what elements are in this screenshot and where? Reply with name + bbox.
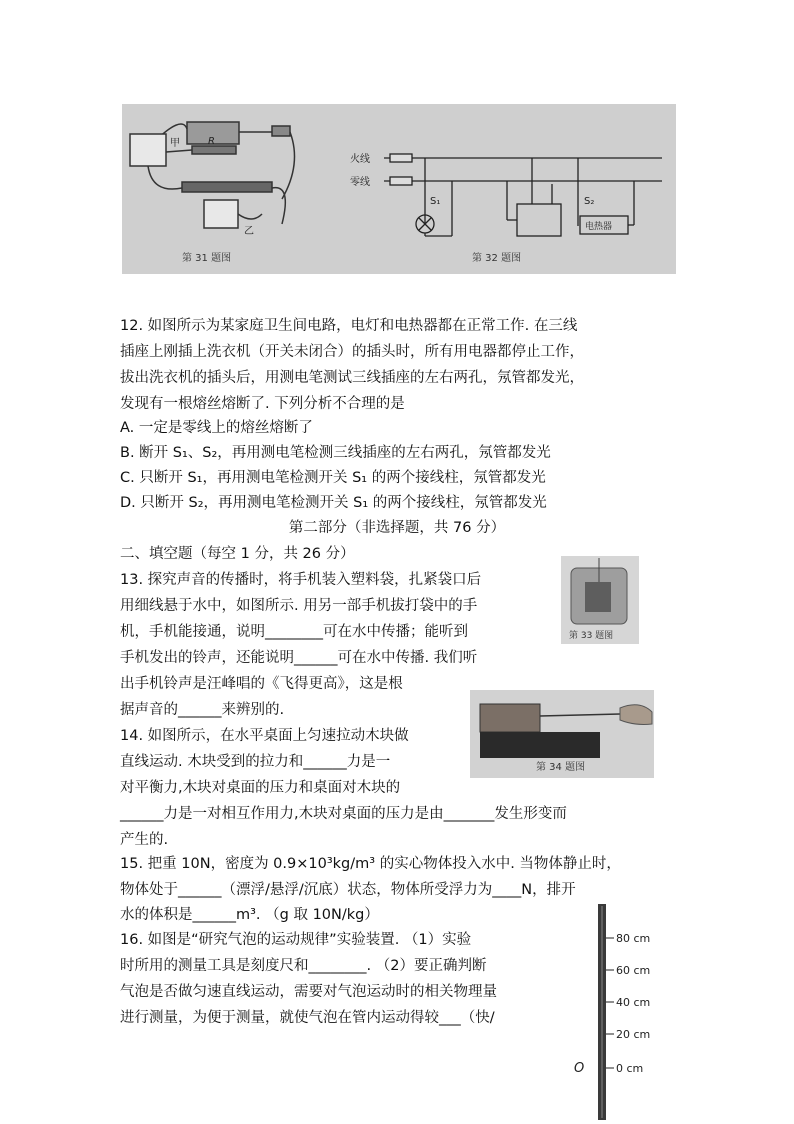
- q13-line-3: 机，手机能接通，说明________可在水中传播；能听到: [120, 624, 468, 640]
- q15-line-1: 15. 把重 10N，密度为 0.9×10³kg/m³ 的实心物体投入水中. 当物体静止时，: [120, 856, 621, 872]
- q13-line-4: 手机发出的铃声，还能说明______可在水中传播. 我们听: [120, 650, 478, 666]
- ruler-mark-40: 40 cm: [616, 996, 651, 1009]
- fig31-caption: 第 31 题图: [182, 253, 232, 264]
- section2-title: 二、填空题（每空 1 分，共 26 分）: [120, 546, 355, 562]
- q12-option-b: B. 断开 S₁、S₂，再用测电笔检测三线插座的左右两孔，氖管都发光: [120, 445, 551, 461]
- fig31-label-yi: 乙: [244, 226, 254, 237]
- ruler-mark-80: 80 cm: [616, 932, 651, 945]
- q13-line-6: 据声音的______来辨别的.: [120, 702, 285, 718]
- q16-line-1: 16. 如图是“研究气泡的运动规律”实验装置. （1）实验: [120, 932, 472, 948]
- fig32-label-s2: S₂: [584, 196, 595, 207]
- q12-line-2: 插座上刚插上洗衣机（开关未闭合）的插头时，所有用电器都停止工作，: [120, 344, 584, 360]
- q14-line-3: 对平衡力,木块对桌面的压力和桌面对木块的: [120, 780, 401, 796]
- ruler-mark-0: 0 cm: [616, 1062, 644, 1075]
- q12-option-a: A. 一定是零线上的熔丝熔断了: [120, 420, 313, 436]
- q12-line-3: 拔出洗衣机的插头后，用测电笔测试三线插座的左右两孔，氖管都发光，: [120, 370, 584, 386]
- fig33-caption: 第 33 题图: [569, 631, 614, 641]
- circuit-diagrams: [122, 104, 676, 274]
- q13-line-5: 出手机铃声是汪峰唱的《飞得更高》，这是根: [120, 676, 403, 692]
- fig32-label-neutral: 零线: [350, 177, 370, 188]
- q15-line-3: 水的体积是______m³. （g 取 10N/kg）: [120, 907, 379, 923]
- bubble-tube-figure: [568, 904, 668, 1120]
- figure-33-photo: [561, 556, 639, 644]
- fig34-caption: 第 34 题图: [536, 762, 586, 773]
- ruler-mark-20: 20 cm: [616, 1028, 651, 1041]
- ruler-mark-60: 60 cm: [616, 964, 651, 977]
- q14-line-2: 直线运动. 木块受到的拉力和______力是一: [120, 754, 391, 770]
- q12-line-4: 发现有一根熔丝熔断了. 下列分析不合理的是: [120, 396, 405, 412]
- q14-line-4: ______力是一对相互作用力,木块对桌面的压力是由_______发生形变而: [120, 806, 567, 822]
- fig32-label-heater: 电热器: [585, 222, 613, 232]
- q12-option-d: D. 只断开 S₂，再用测电笔检测开关 S₁ 的两个接线柱，氖管都发光: [120, 495, 547, 511]
- fig32-label-s1: S₁: [430, 196, 441, 207]
- q13-line-1: 13. 探究声音的传播时，将手机装入塑料袋，扎紧袋口后: [120, 572, 482, 588]
- figure-strip-31-32: [122, 104, 676, 274]
- q16-line-3: 气泡是否做匀速直线运动，需要对气泡运动时的相关物理量: [120, 984, 497, 1000]
- ruler-origin-label: O: [574, 1061, 585, 1076]
- fig32-caption: 第 32 题图: [472, 253, 522, 264]
- q16-line-4: 进行测量，为便于测量，就使气泡在管内运动得较___（快/: [120, 1010, 495, 1026]
- q15-line-2: 物体处于______（漂浮/悬浮/沉底）状态，物体所受浮力为____N，排开: [120, 882, 576, 898]
- figure-34-photo: [470, 690, 654, 778]
- q16-line-2: 时所用的测量工具是刻度尺和________. （2）要正确判断: [120, 958, 487, 974]
- q13-line-2: 用细线悬于水中，如图所示. 用另一部手机拔打袋中的手: [120, 598, 478, 614]
- q14-line-1: 14. 如图所示，在水平桌面上匀速拉动木块做: [120, 728, 409, 744]
- part2-title: 第二部分（非选择题，共 76 分）: [288, 520, 506, 536]
- fig32-label-live: 火线: [350, 154, 370, 165]
- q12-line-1: 12. 如图所示为某家庭卫生间电路，电灯和电热器都在正常工作. 在三线: [120, 318, 578, 334]
- fig31-label-r: R: [208, 136, 215, 147]
- q12-option-c: C. 只断开 S₁，再用测电笔检测开关 S₁ 的两个接线柱，氖管都发光: [120, 470, 546, 486]
- fig31-label-jia: 甲: [170, 138, 180, 149]
- q14-line-5: 产生的.: [120, 832, 169, 848]
